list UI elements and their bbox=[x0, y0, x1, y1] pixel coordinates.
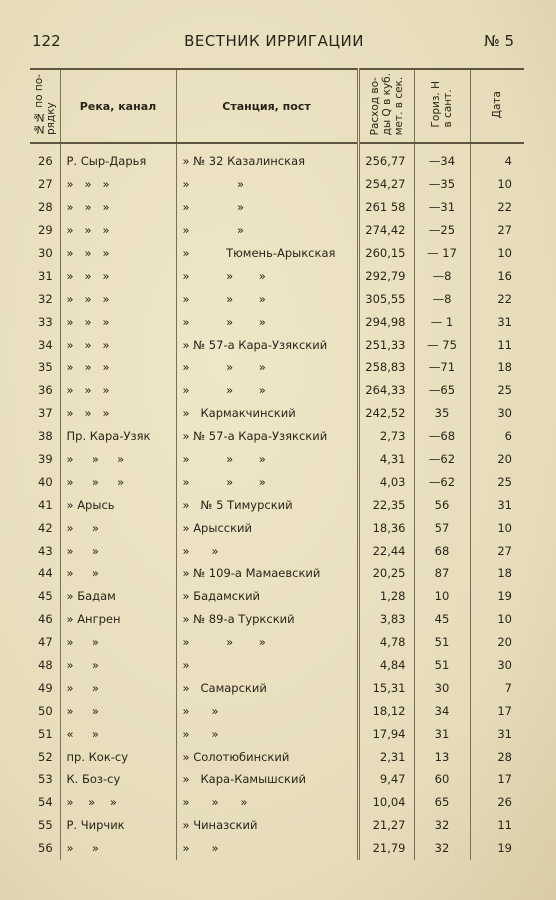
table-row bbox=[30, 333, 524, 356]
row-station: » » bbox=[176, 196, 358, 219]
row-river: » » bbox=[60, 699, 176, 722]
journal-title: ВЕСТНИК ИРРИГАЦИИ bbox=[184, 32, 364, 50]
row-date: 11 bbox=[470, 814, 524, 837]
table-row bbox=[30, 287, 524, 310]
row-river: К. Боз-су bbox=[60, 768, 176, 791]
row-number: 41 bbox=[38, 497, 53, 512]
table-row bbox=[30, 654, 524, 677]
row-level: 30 bbox=[414, 676, 470, 699]
row-river: пр. Кок-су bbox=[60, 745, 176, 768]
row-discharge: 1,28 bbox=[358, 585, 414, 608]
row-station: » » bbox=[176, 539, 358, 562]
row-date: 16 bbox=[470, 264, 524, 287]
row-date: 10 bbox=[470, 173, 524, 196]
row-level: 65 bbox=[414, 791, 470, 814]
table-row bbox=[30, 448, 524, 471]
row-station: » » » bbox=[176, 287, 358, 310]
hydrology-table bbox=[30, 68, 524, 860]
row-number: 45 bbox=[38, 589, 53, 604]
row-discharge: 10,04 bbox=[358, 791, 414, 814]
row-number: 36 bbox=[38, 383, 53, 398]
row-station: » bbox=[176, 654, 358, 677]
row-station: » » » bbox=[176, 791, 358, 814]
row-river: » Арысь bbox=[60, 493, 176, 516]
row-number: 55 bbox=[38, 818, 53, 833]
row-number: 29 bbox=[38, 223, 53, 238]
row-level: —62 bbox=[414, 470, 470, 493]
row-date: 28 bbox=[470, 745, 524, 768]
row-station: » № 57-а Кара-Узякский bbox=[176, 333, 358, 356]
table-row bbox=[30, 242, 524, 265]
row-number: 37 bbox=[38, 406, 53, 421]
row-number: 38 bbox=[38, 429, 53, 444]
row-station: » » » bbox=[176, 470, 358, 493]
row-river: » » bbox=[60, 654, 176, 677]
table-row bbox=[30, 631, 524, 654]
col-header-discharge: Расход во- ды Q в куб. мет. в сек. bbox=[358, 69, 414, 143]
row-number: 33 bbox=[38, 314, 53, 329]
row-station: » Арысский bbox=[176, 516, 358, 539]
row-station: » Бадамский bbox=[176, 585, 358, 608]
row-date: 20 bbox=[470, 448, 524, 471]
row-date: 20 bbox=[470, 631, 524, 654]
row-station: » Кара-Камышский bbox=[176, 768, 358, 791]
row-river: Пр. Кара-Узяк bbox=[60, 425, 176, 448]
row-discharge: 17,94 bbox=[358, 722, 414, 745]
row-date: 31 bbox=[470, 493, 524, 516]
row-river: » » » bbox=[60, 310, 176, 333]
row-station: » № 109-а Мамаевский bbox=[176, 562, 358, 585]
row-discharge: 294,98 bbox=[358, 310, 414, 333]
row-date: 31 bbox=[470, 722, 524, 745]
row-river: » » » bbox=[60, 333, 176, 356]
row-discharge: 4,78 bbox=[358, 631, 414, 654]
row-number: 27 bbox=[38, 177, 53, 192]
row-date: 10 bbox=[470, 242, 524, 265]
table-row bbox=[30, 585, 524, 608]
row-level: 34 bbox=[414, 699, 470, 722]
row-number: 31 bbox=[38, 268, 53, 283]
table-row bbox=[30, 493, 524, 516]
row-river: » » » bbox=[60, 470, 176, 493]
row-level: 51 bbox=[414, 631, 470, 654]
row-date: 25 bbox=[470, 379, 524, 402]
row-level: — 17 bbox=[414, 242, 470, 265]
row-number: 48 bbox=[38, 658, 53, 673]
row-date: 30 bbox=[470, 402, 524, 425]
row-level: 32 bbox=[414, 837, 470, 860]
row-river: » » bbox=[60, 631, 176, 654]
table-row bbox=[30, 745, 524, 768]
row-number: 34 bbox=[38, 337, 53, 352]
row-date: 27 bbox=[470, 219, 524, 242]
row-river: » » » bbox=[60, 448, 176, 471]
row-level: —68 bbox=[414, 425, 470, 448]
row-station: » » » bbox=[176, 631, 358, 654]
row-number: 47 bbox=[38, 635, 53, 650]
table-row bbox=[30, 196, 524, 219]
row-discharge: 274,42 bbox=[358, 219, 414, 242]
row-station: » » » bbox=[176, 448, 358, 471]
row-number: 40 bbox=[38, 474, 53, 489]
row-level: —31 bbox=[414, 196, 470, 219]
row-number: 52 bbox=[38, 749, 53, 764]
row-river: » » » bbox=[60, 791, 176, 814]
table-row bbox=[30, 264, 524, 287]
col-header-date: Дата bbox=[470, 69, 524, 143]
row-level: 35 bbox=[414, 402, 470, 425]
row-discharge: 22,35 bbox=[358, 493, 414, 516]
row-level: —8 bbox=[414, 287, 470, 310]
row-date: 27 bbox=[470, 539, 524, 562]
row-discharge: 254,27 bbox=[358, 173, 414, 196]
table-row bbox=[30, 814, 524, 837]
row-level: 68 bbox=[414, 539, 470, 562]
row-level: 32 bbox=[414, 814, 470, 837]
row-station: » Солотюбинский bbox=[176, 745, 358, 768]
row-station: » Кармакчинский bbox=[176, 402, 358, 425]
row-station: » » » bbox=[176, 310, 358, 333]
row-river: Р. Сыр-Дарья bbox=[60, 143, 176, 173]
table-row bbox=[30, 768, 524, 791]
table-row bbox=[30, 539, 524, 562]
row-station: » № 57-а Кара-Узякский bbox=[176, 425, 358, 448]
row-number: 30 bbox=[38, 246, 53, 260]
row-river: » » » bbox=[60, 264, 176, 287]
row-date: 18 bbox=[470, 356, 524, 379]
row-level: —62 bbox=[414, 448, 470, 471]
row-number: 54 bbox=[38, 795, 53, 810]
row-river: » » » bbox=[60, 287, 176, 310]
row-level: —71 bbox=[414, 356, 470, 379]
row-level: —8 bbox=[414, 264, 470, 287]
table-row bbox=[30, 516, 524, 539]
table-row bbox=[30, 219, 524, 242]
table-row bbox=[30, 837, 524, 860]
table-row bbox=[30, 676, 524, 699]
table-row bbox=[30, 562, 524, 585]
row-level: 45 bbox=[414, 608, 470, 631]
row-number: 26 bbox=[38, 154, 53, 169]
row-number: 49 bbox=[38, 680, 53, 695]
row-level: 56 bbox=[414, 493, 470, 516]
row-number: 51 bbox=[38, 726, 53, 741]
table-row bbox=[30, 356, 524, 379]
row-station: » » bbox=[176, 722, 358, 745]
col-header-level: Гориз. H в сант. bbox=[414, 69, 470, 143]
row-discharge: 260,15 bbox=[358, 242, 414, 265]
table-row bbox=[30, 722, 524, 745]
row-station: » » » bbox=[176, 264, 358, 287]
row-discharge: 21,79 bbox=[358, 837, 414, 860]
row-level: 10 bbox=[414, 585, 470, 608]
row-date: 22 bbox=[470, 196, 524, 219]
table-row bbox=[30, 608, 524, 631]
row-discharge: 258,83 bbox=[358, 356, 414, 379]
row-discharge: 292,79 bbox=[358, 264, 414, 287]
row-station: » № 32 Казалинская bbox=[176, 143, 358, 173]
row-station: » № 89-а Туркский bbox=[176, 608, 358, 631]
table-row bbox=[30, 470, 524, 493]
row-station: » » bbox=[176, 173, 358, 196]
row-number: 35 bbox=[38, 360, 53, 375]
row-level: 60 bbox=[414, 768, 470, 791]
row-station: » » bbox=[176, 219, 358, 242]
row-discharge: 2,31 bbox=[358, 745, 414, 768]
col-header-number: №№ по по- рядку bbox=[30, 69, 60, 143]
row-river: » Бадам bbox=[60, 585, 176, 608]
table-row bbox=[30, 402, 524, 425]
row-date: 10 bbox=[470, 608, 524, 631]
row-level: —65 bbox=[414, 379, 470, 402]
row-discharge: 2,73 bbox=[358, 425, 414, 448]
row-number: 39 bbox=[38, 452, 53, 467]
row-discharge: 4,03 bbox=[358, 470, 414, 493]
row-station: » № 5 Тимурский bbox=[176, 493, 358, 516]
page-number: 122 bbox=[32, 32, 61, 50]
row-river: » » » bbox=[60, 242, 176, 265]
row-river: » Ангрен bbox=[60, 608, 176, 631]
row-river: » » » bbox=[60, 356, 176, 379]
table-row bbox=[30, 173, 524, 196]
row-river: » » » bbox=[60, 196, 176, 219]
row-number: 44 bbox=[38, 566, 53, 581]
row-date: 17 bbox=[470, 768, 524, 791]
table-row bbox=[30, 699, 524, 722]
row-date: 17 bbox=[470, 699, 524, 722]
row-river: » » bbox=[60, 539, 176, 562]
page-header bbox=[30, 30, 518, 54]
table-row bbox=[30, 425, 524, 448]
table-row bbox=[30, 143, 524, 173]
col-header-station: Станция, пост bbox=[176, 69, 358, 143]
row-discharge: 21,27 bbox=[358, 814, 414, 837]
row-discharge: 18,36 bbox=[358, 516, 414, 539]
row-date: 7 bbox=[470, 676, 524, 699]
row-discharge: 305,55 bbox=[358, 287, 414, 310]
row-date: 6 bbox=[470, 425, 524, 448]
row-river: » » » bbox=[60, 379, 176, 402]
row-river: » » » bbox=[60, 402, 176, 425]
row-discharge: 20,25 bbox=[358, 562, 414, 585]
row-number: 28 bbox=[38, 200, 53, 215]
table-row bbox=[30, 310, 524, 333]
table-header-row bbox=[30, 69, 524, 143]
row-discharge: 242,52 bbox=[358, 402, 414, 425]
row-discharge: 256,77 bbox=[358, 143, 414, 173]
row-river: » » » bbox=[60, 219, 176, 242]
row-discharge: 9,47 bbox=[358, 768, 414, 791]
row-level: —34 bbox=[414, 143, 470, 173]
row-number: 50 bbox=[38, 703, 53, 718]
col-header-river: Река, канал bbox=[60, 69, 176, 143]
row-discharge: 3,83 bbox=[358, 608, 414, 631]
row-level: — 1 bbox=[414, 310, 470, 333]
row-number: 56 bbox=[38, 841, 53, 856]
row-station: » Самарский bbox=[176, 676, 358, 699]
row-date: 26 bbox=[470, 791, 524, 814]
row-number: 46 bbox=[38, 612, 53, 627]
row-discharge: 261 58 bbox=[358, 196, 414, 219]
row-date: 31 bbox=[470, 310, 524, 333]
row-discharge: 18,12 bbox=[358, 699, 414, 722]
row-river: » » » bbox=[60, 173, 176, 196]
row-discharge: 15,31 bbox=[358, 676, 414, 699]
row-discharge: 4,84 bbox=[358, 654, 414, 677]
row-river: » » bbox=[60, 562, 176, 585]
row-discharge: 264,33 bbox=[358, 379, 414, 402]
row-date: 4 bbox=[470, 143, 524, 173]
row-station: » » » bbox=[176, 356, 358, 379]
row-station: » » bbox=[176, 699, 358, 722]
row-river: » » bbox=[60, 837, 176, 860]
row-date: 18 bbox=[470, 562, 524, 585]
row-date: 25 bbox=[470, 470, 524, 493]
row-number: 53 bbox=[38, 772, 53, 787]
row-discharge: 251,33 bbox=[358, 333, 414, 356]
row-level: 31 bbox=[414, 722, 470, 745]
row-date: 19 bbox=[470, 585, 524, 608]
table-row bbox=[30, 791, 524, 814]
row-station: » Чиназский bbox=[176, 814, 358, 837]
row-station: » » » bbox=[176, 379, 358, 402]
row-date: 30 bbox=[470, 654, 524, 677]
row-level: 87 bbox=[414, 562, 470, 585]
row-level: —25 bbox=[414, 219, 470, 242]
row-station: » » bbox=[176, 837, 358, 860]
row-river: Р. Чирчик bbox=[60, 814, 176, 837]
row-date: 11 bbox=[470, 333, 524, 356]
row-date: 19 bbox=[470, 837, 524, 860]
row-number: 43 bbox=[38, 543, 53, 558]
row-date: 10 bbox=[470, 516, 524, 539]
row-level: — 75 bbox=[414, 333, 470, 356]
row-station: » Тюмень-Арыкская bbox=[176, 242, 358, 265]
row-level: 51 bbox=[414, 654, 470, 677]
row-river: » » bbox=[60, 676, 176, 699]
row-level: 13 bbox=[414, 745, 470, 768]
row-number: 32 bbox=[38, 291, 53, 306]
table-row bbox=[30, 379, 524, 402]
row-date: 22 bbox=[470, 287, 524, 310]
row-level: —35 bbox=[414, 173, 470, 196]
row-number: 42 bbox=[38, 520, 53, 535]
row-discharge: 22,44 bbox=[358, 539, 414, 562]
row-river: » » bbox=[60, 516, 176, 539]
row-river: « » bbox=[60, 722, 176, 745]
issue-number: № 5 bbox=[484, 32, 514, 50]
row-discharge: 4,31 bbox=[358, 448, 414, 471]
row-level: 57 bbox=[414, 516, 470, 539]
